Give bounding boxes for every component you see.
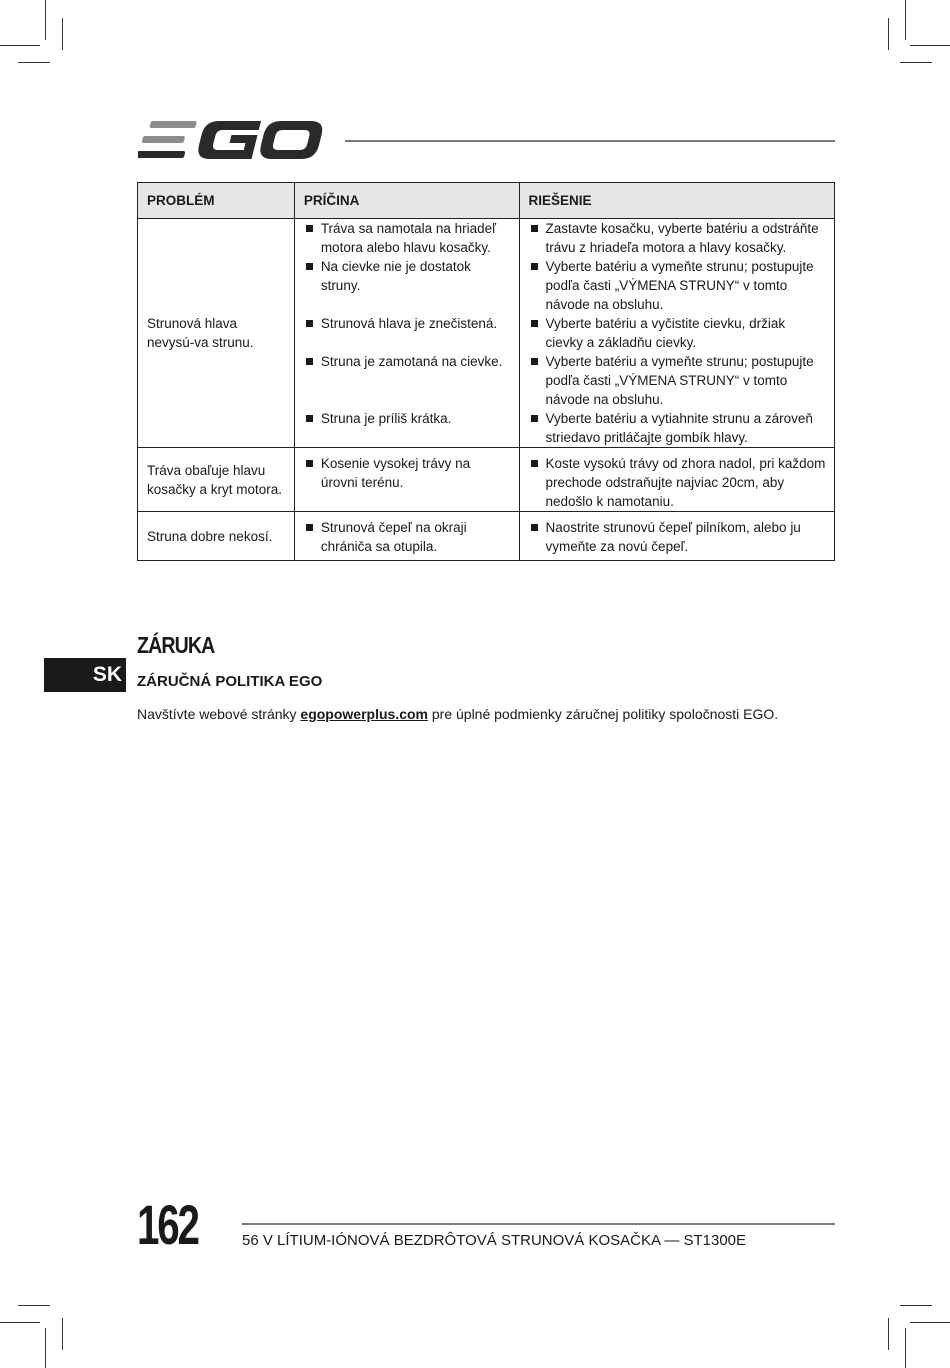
footer-title: 56 V LÍTIUM-IÓNOVÁ BEZDRÔTOVÁ STRUNOVÁ KOSAČKA — ST1300E xyxy=(242,1232,747,1249)
page-number: 162 xyxy=(137,1193,198,1256)
crop-mark xyxy=(0,1322,40,1323)
cause-cell: Strunová hlava je znečistená. xyxy=(294,314,519,352)
bullet-icon xyxy=(531,460,538,467)
crop-mark xyxy=(900,62,932,63)
solution-cell: Zastavte kosačku, vyberte batériu a odstráňte trávu z hriadeľa motora a hlavy kosačky. xyxy=(519,219,835,258)
language-tab: SK xyxy=(44,658,126,692)
bullet-icon xyxy=(306,415,313,422)
crop-mark xyxy=(18,62,50,63)
bullet-icon xyxy=(306,460,313,467)
crop-mark xyxy=(45,0,46,40)
solution-cell: Vyberte batériu a vymeňte strunu; postupujte podľa časti „VÝMENA STRUNY“ v tomto návode na obsluhu. xyxy=(519,257,835,314)
warranty-paragraph: Navštívte webové stránky egopowerplus.com pre úplné podmienky záručnej politiky spoločnosti EGO. xyxy=(137,706,779,722)
crop-mark xyxy=(62,18,63,50)
bullet-icon xyxy=(531,524,538,531)
crop-mark xyxy=(905,1328,906,1368)
section-title: ZÁRUKA xyxy=(137,632,215,658)
bullet-icon xyxy=(306,225,313,232)
crop-mark xyxy=(910,45,950,46)
bullet-icon xyxy=(531,225,538,232)
bullet-icon xyxy=(306,524,313,531)
cause-cell: Na cievke nie je dostatok struny. xyxy=(294,257,519,314)
problem-cell: Strunová hlava nevysú-va strunu. xyxy=(138,219,295,448)
warranty-link[interactable]: egopowerplus.com xyxy=(300,706,428,722)
subsection-title: ZÁRUČNÁ POLITIKA EGO xyxy=(137,673,323,690)
solution-cell: Vyberte batériu a vymeňte strunu; postupujte podľa časti „VÝMENA STRUNY“ v tomto návode na obsluhu. xyxy=(519,352,835,409)
bullet-icon xyxy=(306,263,313,270)
cause-cell: Tráva sa namotala na hriadeľ motora alebo hlavu kosačky. xyxy=(294,219,519,258)
cause-cell: Struna je príliš krátka. xyxy=(294,409,519,448)
crop-mark xyxy=(910,1322,950,1323)
header-problem: PROBLÉM xyxy=(138,183,295,219)
solution-cell: Naostrite strunovú čepeľ pilníkom, alebo ju vymeňte za novú čepeľ. xyxy=(519,512,835,561)
solution-cell: Vyberte batériu a vytiahnite strunu a zároveň striedavo pritláčajte gombík hlavy. xyxy=(519,409,835,448)
table-header-row xyxy=(138,183,835,219)
solution-cell: Koste vysokú trávy od zhora nadol, pri každom prechode odstraňujte najviac 20cm, aby nedošlo k namotaniu. xyxy=(519,448,835,512)
bullet-icon xyxy=(531,415,538,422)
crop-mark xyxy=(18,1305,50,1306)
crop-mark xyxy=(888,18,889,50)
cause-cell: Kosenie vysokej trávy na úrovni terénu. xyxy=(294,448,519,512)
table-row xyxy=(138,219,835,258)
bullet-icon xyxy=(531,320,538,327)
footer-rule xyxy=(242,1223,835,1225)
bullet-icon xyxy=(531,358,538,365)
table-row xyxy=(138,512,835,561)
solution-cell: Vyberte batériu a vyčistite cievku, držiak cievky a základňu cievky. xyxy=(519,314,835,352)
crop-mark xyxy=(900,1305,932,1306)
problem-cell: Struna dobre nekosí. xyxy=(138,512,295,561)
bullet-icon xyxy=(531,263,538,270)
crop-mark xyxy=(888,1318,889,1350)
crop-mark xyxy=(62,1318,63,1350)
crop-mark xyxy=(0,45,40,46)
cause-cell: Struna je zamotaná na cievke. xyxy=(294,352,519,409)
table-row xyxy=(138,448,835,512)
bullet-icon xyxy=(306,320,313,327)
ego-logo xyxy=(138,117,328,163)
cause-cell: Strunová čepeľ na okraji chrániča sa otupila. xyxy=(294,512,519,561)
crop-mark xyxy=(45,1328,46,1368)
header-solution: RIEŠENIE xyxy=(519,183,835,219)
troubleshooting-table xyxy=(137,182,835,561)
header-cause: PRÍČINA xyxy=(294,183,519,219)
bullet-icon xyxy=(306,358,313,365)
header-rule xyxy=(345,140,835,142)
crop-mark xyxy=(905,0,906,40)
problem-cell: Tráva obaľuje hlavu kosačky a kryt motora. xyxy=(138,448,295,512)
